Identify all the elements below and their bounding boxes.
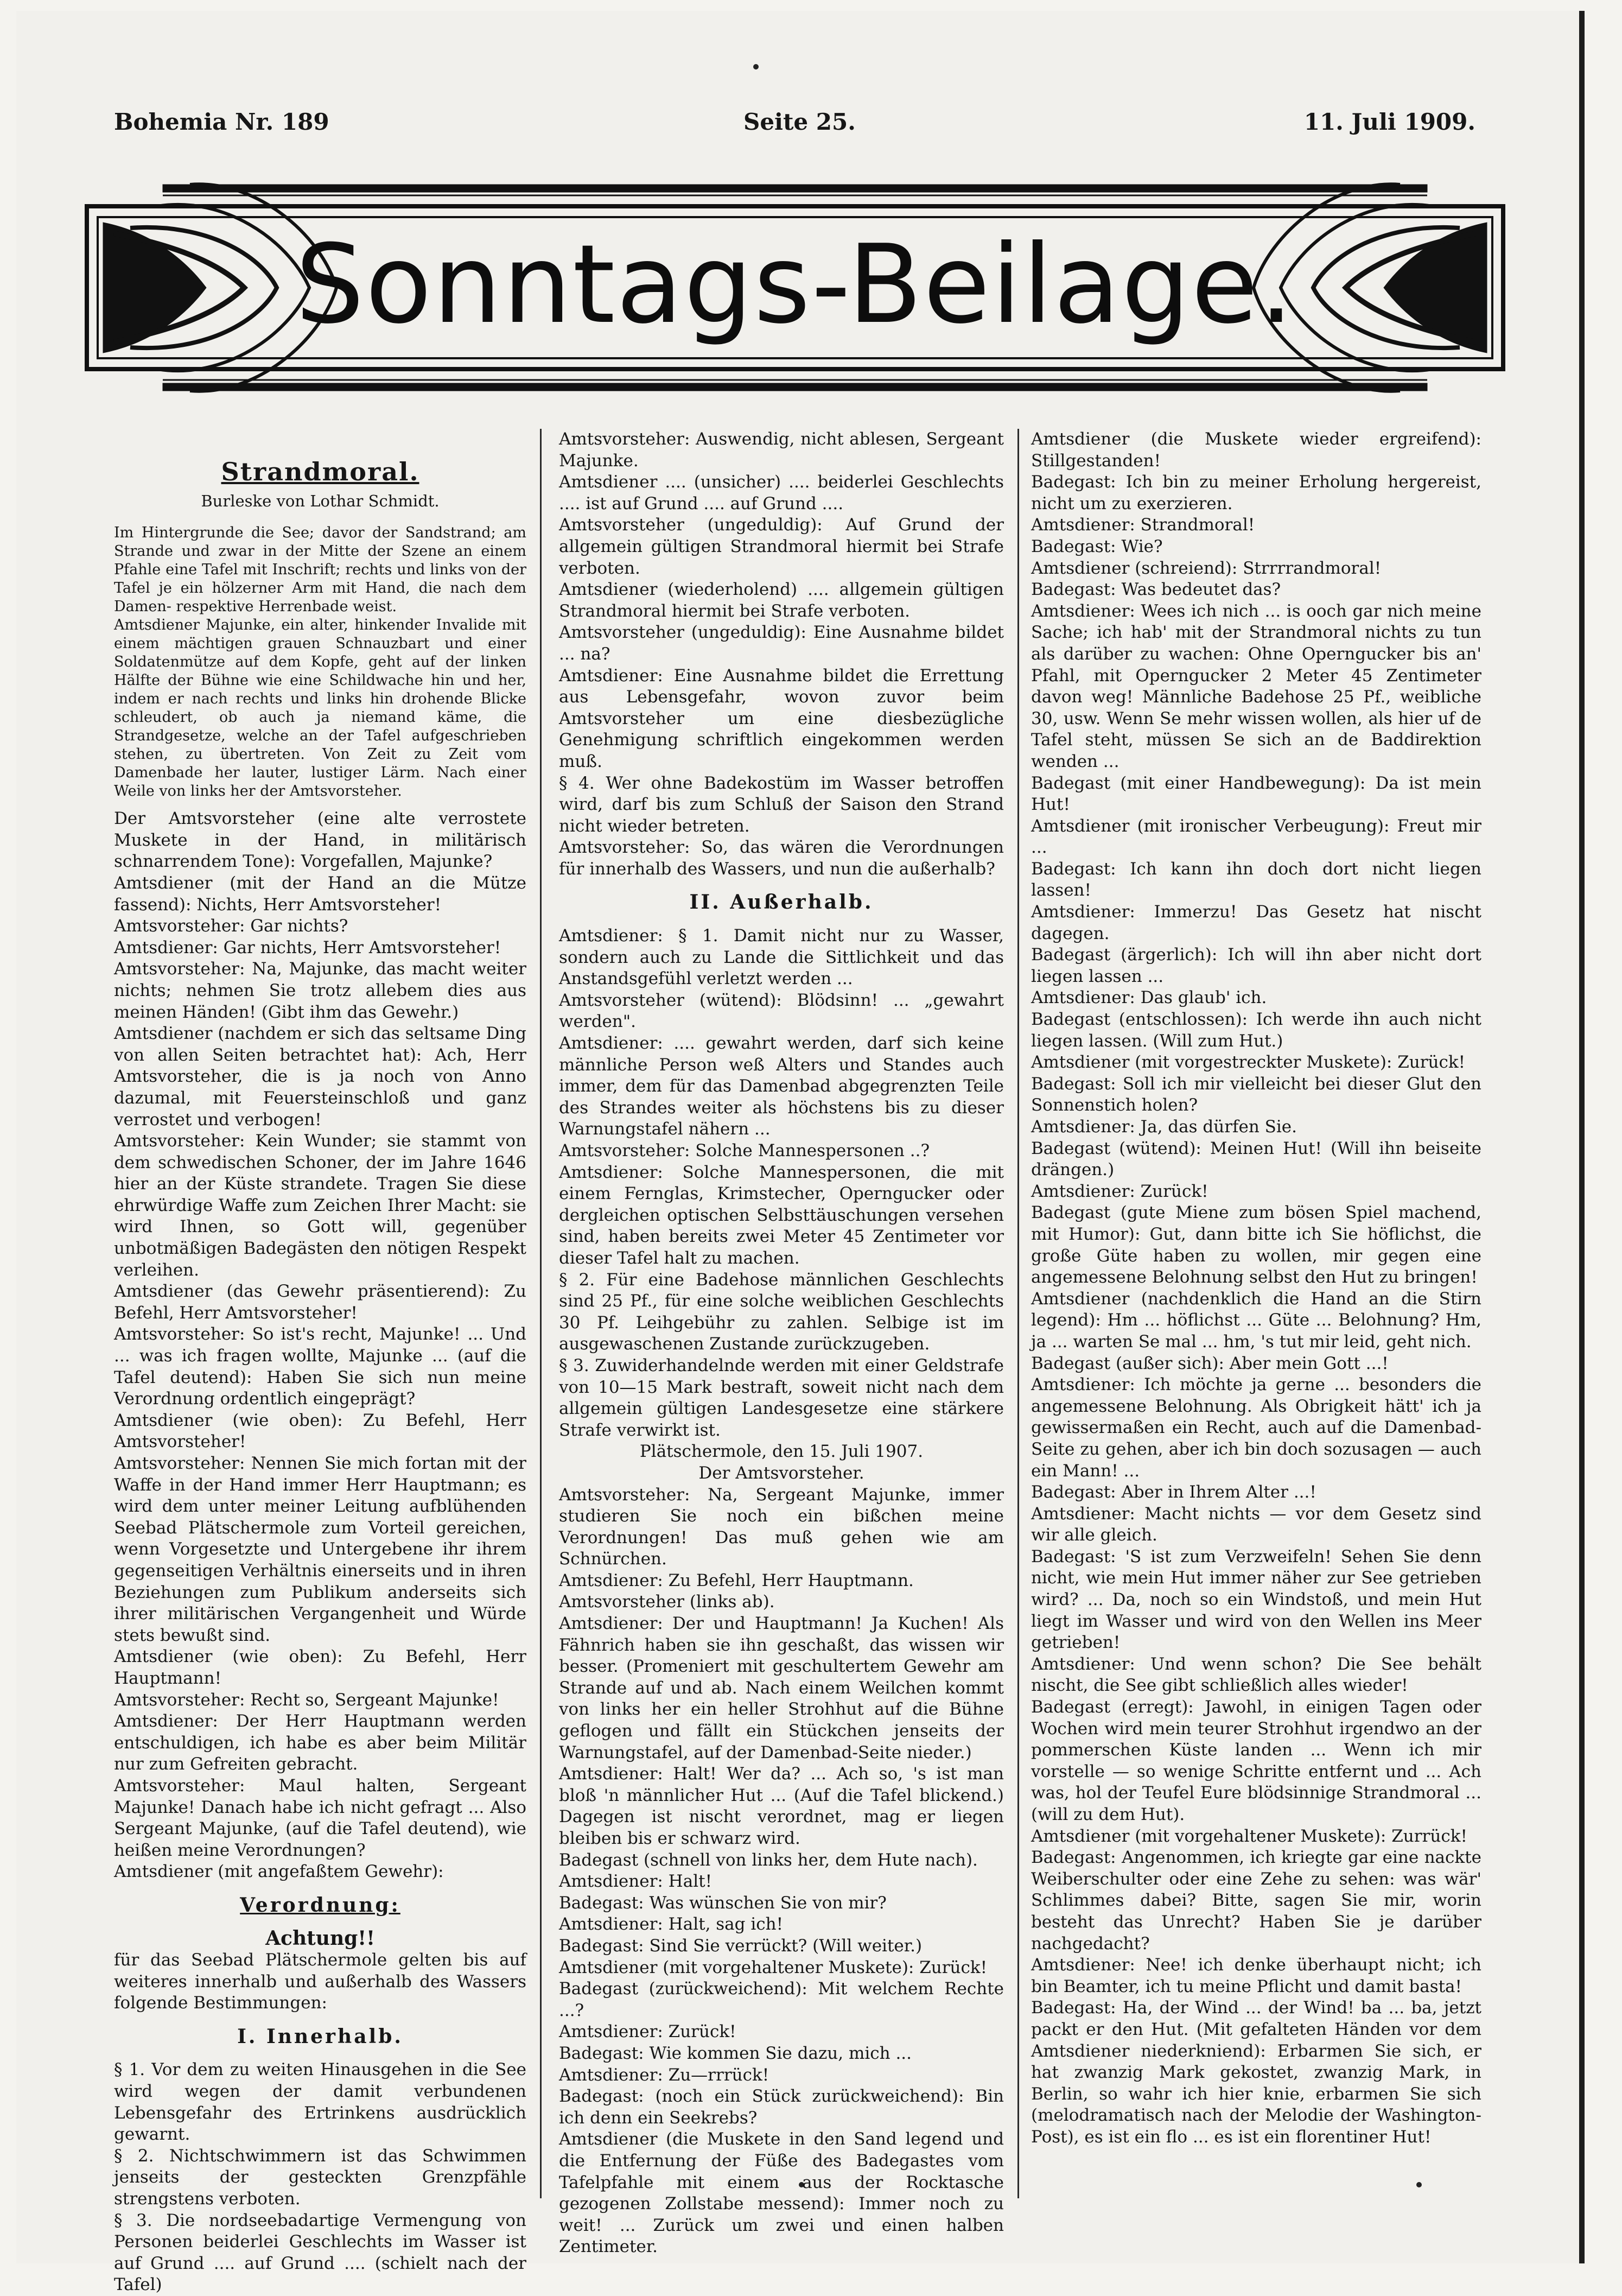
column-divider [1017, 429, 1019, 2198]
article-title: Strandmoral. [221, 457, 419, 486]
dialogue-line: Amtsdiener: Nee! ich denke überhaupt nicht; ich bin Beamter, ich tu meine Pflicht und damit basta! [1031, 1955, 1481, 1996]
dialogue-line: Amtsdiener: Der Herr Hauptmann werden entschuldigen, ich habe es aber beim Militär nur zum Gefreiten gebracht. [114, 1711, 526, 1774]
dialogue-line: Amtsvorsteher: Solche Mannespersonen ..? [559, 1141, 930, 1160]
header-page-number: Seite 25. [743, 109, 856, 135]
dialogue-line: Badegast: 'S ist zum Verzweifeln! Sehen Sie denn nicht, wie mein Hut immer näher zur See getrieben wird? ... Da, noch so ein Windstoß, und mein Hut liegt im Wasser und wird von den Wellen ins Meer getrieben! [1031, 1546, 1481, 1653]
dialogue-line: Amtsdiener (die Muskete in den Sand legend und die Entfernung der Füße des Badegastes vom Tafelpfahle mit einem aus der Rocktasche gezogenen Zollstabe messend): Immer noch zu weit! ... Zurück um zwei und einen halben Zentimeter. [559, 2129, 1004, 2257]
dialogue-line: Amtsdiener: Halt! [559, 1872, 713, 1892]
dialogue-line: Amtsdiener: Halt! Wer da? ... Ach so, 's ist man bloß 'n männlicher Hut ... (Auf die Tafel blickend.) Dagegen ist nischt verordnet, mag er liegen bleiben bis er schwarz wird. [559, 1764, 1004, 1848]
dialogue-line: Amtsdiener: Zu—rrrück! [559, 2065, 769, 2085]
page-speck [753, 64, 759, 69]
dateline: Plätschermole, den 15. Juli 1907. [639, 1442, 924, 1462]
dialogue-line: Badegast: Ich bin zu meiner Erholung hergereist, nicht um zu exerzieren. [1031, 472, 1481, 513]
paragraph-rule: § 3. Zuwiderhandelnde werden mit einer Geldstrafe von 10—15 Mark bestraft, soweit nicht nach dem allgemein gültigen Landesgesetze eine stärkere Strafe verwirkt ist. [559, 1355, 1004, 1440]
header-paper-issue: Bohemia Nr. 189 [114, 109, 329, 135]
dialogue-line: Amtsvorsteher: Na, Sergeant Majunke, immer studieren Sie noch ein bißchen meine Verordnungen! Das muß gehen wie am Schnürchen. [559, 1485, 1004, 1569]
dialogue-line: Amtsdiener: Gar nichts, Herr Amtsvorsteher! [114, 937, 501, 957]
dialogue-line: Amtsvorsteher: So, das wären die Verordnungen für innerhalb des Wassers, und nun die außerhalb? [559, 838, 1004, 879]
dialogue-line: Amtsvorsteher (wütend): Blödsinn! ... „gewahrt werden". [559, 990, 1004, 1032]
dialogue-line: Badegast: (noch ein Stück zurückweichend): Bin ich denn ein Seekrebs? [559, 2086, 1004, 2128]
paragraph-rule: § 2. Nichtschwimmern ist das Schwimmen jenseits der gesteckten Grenzpfähle strengstens verboten. [114, 2146, 526, 2209]
column-middle [559, 429, 1004, 2258]
dialogue-line: Amtsdiener (nachdem er sich das seltsame Ding von allen Seiten betrachtet hat): Ach, Herr Amtsvorsteher, die is ja noch von Anno dazumal, mit Feuersteinschloß und ganz verrostet und verbogen! [114, 1024, 526, 1130]
dialogue-line: Amtsdiener (mit ironischer Verbeugung): Freut mir ... [1031, 816, 1481, 858]
dialogue-line: Badegast (außer sich): Aber mein Gott ...! [1031, 1353, 1389, 1373]
dialogue-line: Badegast (wütend): Meinen Hut! (Will ihn beiseite drängen.) [1031, 1138, 1481, 1180]
dialogue-line: Amtsdiener: .... gewahrt werden, darf sich keine männliche Person weß Alters und Standes auch immer, dem für das Damenbad abgegrenzten Teile des Strandes weiter als höchstens bis zu dieser Warnungstafel nähern ... [559, 1033, 1004, 1139]
dialogue-line: Badegast: Was bedeutet das? [1031, 580, 1281, 600]
dialogue-line: Amtsdiener: Zurück! [559, 2022, 736, 2042]
column-right [1031, 429, 1481, 2148]
dialogue-line: Amtsdiener (wie oben): Zu Befehl, Herr Amtsvorsteher! [114, 1410, 526, 1452]
header-date: 11. Juli 1909. [1303, 109, 1475, 135]
dialogue-line: Amtsdiener (mit vorgehaltener Muskete): Zurück! [559, 1957, 988, 1977]
dialogue-line: Amtsdiener: Ja, das dürfen Sie. [1031, 1117, 1297, 1137]
dialogue-line: Amtsdiener (mit angefaßtem Gewehr): [114, 1862, 444, 1882]
dialogue-line: Badegast: Was wünschen Sie von mir? [559, 1893, 887, 1913]
dialogue-line: Amtsvorsteher: So ist's recht, Majunke! ... Und ... was ich fragen wollte, Majunke ... (auf die Tafel deutend): Haben Sie sich nun meine Verordnung ordentlich eingeprägt? [114, 1324, 526, 1409]
section-ausserhalb: II. Außerhalb. [689, 891, 874, 914]
dialogue-line: Badegast (entschlossen): Ich werde ihn auch nicht liegen lassen. (Will zum Hut.) [1031, 1010, 1481, 1051]
dialogue-line: Amtsdiener (wie oben): Zu Befehl, Herr Hauptmann! [114, 1647, 526, 1688]
dialogue-line: Amtsdiener: Macht nichts — vor dem Gesetz sind wir alle gleich. [1031, 1504, 1481, 1545]
dialogue-line: Amtsdiener: Strandmoral! [1031, 515, 1255, 535]
paragraph-gap [114, 801, 526, 808]
dialogue-line: Amtsdiener: Eine Ausnahme bildet die Errettung aus Lebensgefahr, wovon zuvor beim Amtsvorsteher um eine diesbezügliche Genehmigung schriftlich eingekommen werden muß. [559, 665, 1004, 771]
dialogue-line: Amtsdiener: Der und Hauptmann! Ja Kuchen! Als Fähnrich haben sie ihn geschaßt, das wissen wir besser. (Promeniert mit geschultertem Gewehr am Strande auf und ab. Nach einem Weilchen kommt von links her ein heller Strohhut auf die Bühne geflogen und fällt ein Stückchen jenseits der Warnungstafel, auf der Damenbad-Seite nieder.) [559, 1614, 1004, 1762]
dialogue-line: Der Amtsvorsteher (eine alte verrostete Muskete in der Hand, in militärisch schnarrendem Tone): Vorgefallen, Majunke? [114, 809, 526, 872]
paragraph-rule: § 3. Die nordseebadartige Vermengung von Personen beiderlei Geschlechts im Wasser ist auf Grund .... auf Grund .... (schielt nach der Tafel) [114, 2210, 526, 2295]
dialogue-line: Badegast (ärgerlich): Ich will ihn aber nicht dort liegen lassen ... [1031, 945, 1481, 986]
dialogue-line: Amtsdiener .... (unsicher) .... beiderlei Geschlechts .... ist auf Grund .... auf Grund .... [559, 472, 1004, 513]
dialogue-line: Amtsdiener: Und wenn schon? Die See behält nischt, die See gibt schließlich alles wieder! [1031, 1654, 1481, 1696]
page-header [114, 109, 1475, 147]
dialogue-line: Badegast: Ich kann ihn doch dort nicht liegen lassen! [1031, 859, 1481, 900]
dialogue-line: Amtsdiener (nachdenklich die Hand an die Stirn legend): Hm ... höflichst ... Güte ... Belohnung? Hm, ja ... warten Se mal ... hm, 's tut mir leid, geht nich. [1031, 1289, 1481, 1352]
achtung-heading: Achtung!! [265, 1927, 375, 1950]
dialogue-line: Amtsdiener (schreiend): Strrrrandmoral! [1031, 558, 1382, 578]
dialogue-line: Amtsdiener: Solche Mannespersonen, die mit einem Fernglas, Krimstecher, Operngucker oder dergleichen optischen Selbsttäuschungen versehen sind, haben bereits zwei Meter 45 Zentimeter vor dieser Tafel halt zu machen. [559, 1162, 1004, 1268]
dialogue-line: Amtsvorsteher (ungeduldig): Auf Grund der allgemein gültigen Strandmoral hiermit bei Strafe verboten. [559, 515, 1004, 578]
banner-title: Sonntags-Beilage. [295, 221, 1295, 348]
verordnung-heading: Verordnung: [240, 1893, 400, 1917]
dialogue-line: Amtsdiener: Immerzu! Das Gesetz hat nischt dagegen. [1031, 902, 1481, 943]
dialogue-line: Amtsvorsteher: Recht so, Sergeant Majunke! [114, 1690, 499, 1710]
dialogue-line: Badegast (mit einer Handbewegung): Da ist mein Hut! [1031, 773, 1481, 815]
sonntags-beilage-banner [81, 174, 1509, 402]
dialogue-line: Badegast (schnell von links her, dem Hute nach). [559, 1850, 978, 1870]
dialogue-line: Amtsdiener: Zurück! [1031, 1181, 1208, 1201]
dialogue-line: Amtsvorsteher: Kein Wunder; sie stammt von dem schwedischen Schoner, der im Jahre 1646 hier an der Küste strandete. Tragen Sie diese ehrwürdige Waffe zum Zeichen Ihrer Macht: sie wird Ihnen, so Gott will, gegenüber unbotmäßigen Badegästen den nötigen Respekt verleihen. [114, 1131, 526, 1280]
dialogue-line: Badegast (zurückweichend): Mit welchem Rechte ...? [559, 1979, 1004, 2020]
dialogue-line: Badegast: Ha, der Wind ... der Wind! ba ... ba, jetzt packt er den Hut. (Mit gefalteten Händen vor dem Amtsdiener niederkniend): Erbarmen Sie sich, er hat zwanzig Mark gekostet, zwanzig Mark, in Berlin, so wahr ich hier knie, erbarmen Sie sich (melodramatisch nach der Melodie der Washington-Post), es ist ein flo ... es ist ein florentiner Hut! [1031, 1998, 1481, 2147]
signature-line: Der Amtsvorsteher. [698, 1463, 864, 1483]
dialogue-line: Badegast: Angenommen, ich kriegte gar eine nackte Weiberschulter oder eine Zehe zu sehen: was wär' Schlimmes dabei? Bitte, sagen Sie mir, worin besteht das Unrecht? Haben Sie je darüber nachgedacht? [1031, 1848, 1481, 1953]
section-innerhalb: I. Innerhalb. [237, 2025, 403, 2048]
dialogue-line: Amtsdiener: Ich möchte ja gerne ... besonders die angemessene Belohnung. Als Obrigkeit hätt' ich ja gewissermaßen ein Recht, auch auf die Damenbad-Seite zu gehen, aber ich bin doch sozusagen — auch ein Mann! ... [1031, 1375, 1481, 1481]
dialogue-line: Amtsdiener (wiederholend) .... allgemein gültigen Strandmoral hiermit bei Strafe verboten. [559, 580, 1004, 621]
dialogue-line: Badegast: Wie? [1031, 536, 1163, 556]
paragraph-rule: § 1. Vor dem zu weiten Hinausgehen in die See wird wegen der damit verbundenen Lebensgefahr des Ertrinkens ausdrücklich gewarnt. [114, 2060, 526, 2145]
dialogue-line: Amtsvorsteher (ungeduldig): Eine Ausnahme bildet ... na? [559, 623, 1004, 664]
dialogue-line: Amtsdiener (mit vorgehaltener Muskete): Zurrück! [1031, 1826, 1467, 1846]
dialogue-line: Amtsdiener: Das glaub' ich. [1031, 988, 1267, 1008]
column-left [114, 429, 526, 2296]
dialogue-line: Badegast (erregt): Jawohl, in einigen Tagen oder Wochen wird mein teurer Strohhut irgendwo an der pommerschen Küste landen ... Wenn ich mir vorstelle — so wenige Schritte entfernt und ... Ach was, hol der Teufel Eure blödsinnige Strandmoral ... (will zu dem Hut). [1031, 1697, 1481, 1824]
paragraph-rule: § 2. Für eine Badehose männlichen Geschlechts sind 25 Pf., für eine solche weiblichen Geschlechts 30 Pf. Leihgebühr zu zahlen. Selbige ist im ausgewaschenen Zustande zurückzugeben. [559, 1270, 1004, 1354]
dialogue-line: Amtsvorsteher: Nennen Sie mich fortan mit der Waffe in der Hand immer Herr Hauptmann; es wird dem unter meiner Leitung aufblühenden Seebad Plätschermole zum Vorteil gereichen, wenn Vorgesetzte und Untergebene ihr ihrem gegenseitigen Verhältnis einerseits und in ihren Beziehungen zum Publikum anderseits sich ihrer militärischen Vergangenheit und Würde stets bewußt sind. [114, 1454, 526, 1645]
dialogue-line: Amtsdiener: Wees ich nich ... is ooch gar nich meine Sache; ich hab' mit der Strandmoral nichts zu tun als darüber zu wachen: Ohne Operngucker bis an' Pfahl, mit Operngucker 2 Meter 45 Zentimeter davon weg! Männliche Badehose 25 Pf., weibliche 30, usw. Wenn Se mehr wissen wollen, als hier uf de Tafel steht, müssen Se sich an de Baddirektion wenden ... [1031, 601, 1481, 771]
dialogue-line: Amtsvorsteher: Maul halten, Sergeant Majunke! Danach habe ich nicht gefragt ... Also Sergeant Majunke, (auf die Tafel deutend), wie heißen meine Verordnungen? [114, 1775, 526, 1860]
verordnung-intro: für das Seebad Plätschermole gelten bis auf weiteres innerhalb und außerhalb des Wassers folgende Bestimmungen: [114, 1950, 526, 2013]
stage-direction: Im Hintergrunde die See; davor der Sandstrand; am Strande und zwar in der Mitte der Szene an einem Pfahle eine Tafel mit Inschrift; rechts und links von der Tafel je ein hölzerner Arm mit Hand, die nach dem Damen- respektive Herrenbade weist. [114, 524, 526, 616]
dialogue-line: Badegast: Soll ich mir vielleicht bei dieser Glut den Sonnenstich holen? [1031, 1074, 1481, 1115]
paragraph-rule: § 4. Wer ohne Badekostüm im Wasser betroffen wird, darf bis zum Schluß der Saison den Strand nicht wieder betreten. [559, 773, 1004, 836]
dialogue-line: Amtsdiener: Halt, sag ich! [559, 1914, 784, 1935]
dialogue-line: Amtsvorsteher (links ab). [559, 1592, 775, 1612]
dialogue-line: Amtsvorsteher: Auswendig, nicht ablesen, Sergeant Majunke. [559, 429, 1004, 471]
page-speck [1416, 2182, 1422, 2187]
dialogue-line: Amtsdiener (mit vorgestreckter Muskete): Zurück! [1031, 1052, 1466, 1073]
dialogue-line: Amtsvorsteher: Gar nichts? [114, 916, 348, 936]
dialogue-line: Amtsdiener: § 1. Damit nicht nur zu Wasser, sondern auch zu Lande die Sittlichkeit und das Anstandsgefühl verletzt werden ... [559, 926, 1004, 989]
dialogue-line: Badegast (gute Miene zum bösen Spiel machend, mit Humor): Gut, dann bitte ich Sie höflichst, die große Güte haben zu wollen, mir gegen eine angemessene Belohnung selbst den Hut zu bringen! [1031, 1203, 1481, 1287]
dialogue-line: Amtsdiener (die Muskete wieder ergreifend): Stillgestanden! [1031, 429, 1481, 471]
dialogue-line: Badegast: Sind Sie verrückt? (Will weiter.) [559, 1936, 923, 1956]
dialogue-line: Badegast: Wie kommen Sie dazu, mich ... [559, 2043, 912, 2063]
dialogue-line: Amtsdiener (mit der Hand an die Mütze fassend): Nichts, Herr Amtsvorsteher! [114, 873, 526, 915]
dialogue-line: Amtsvorsteher: Na, Majunke, das macht weiter nichts; nehmen Sie trotz allebem dies aus meinen Händen! (Gibt ihm das Gewehr.) [114, 959, 526, 1022]
stage-direction: Amtsdiener Majunke, ein alter, hinkender Invalide mit einem mächtigen grauen Schnauzbart und einer Soldatenmütze auf dem Kopfe, geht auf der linken Hälfte der Bühne wie eine Schildwache hin und her, indem er nach rechts und links hin drohende Blicke schleudert, ob auch ja niemand käme, die Strandgesetze, welche an der Tafel aufgeschrieben stehen, zu übertreten. Von Zeit zu Zeit vom Damenbade her lauter, lustiger Lärm. Nach einer Weile von links her der Amtsvorsteher. [114, 617, 526, 800]
article-byline: Burleske von Lothar Schmidt. [201, 491, 440, 510]
dialogue-line: Badegast: Aber in Ihrem Alter ...! [1031, 1482, 1316, 1502]
dialogue-line: Amtsdiener: Zu Befehl, Herr Hauptmann. [559, 1570, 914, 1590]
column-divider [540, 429, 542, 2198]
dialogue-line: Amtsdiener (das Gewehr präsentierend): Zu Befehl, Herr Amtsvorsteher! [114, 1282, 526, 1323]
